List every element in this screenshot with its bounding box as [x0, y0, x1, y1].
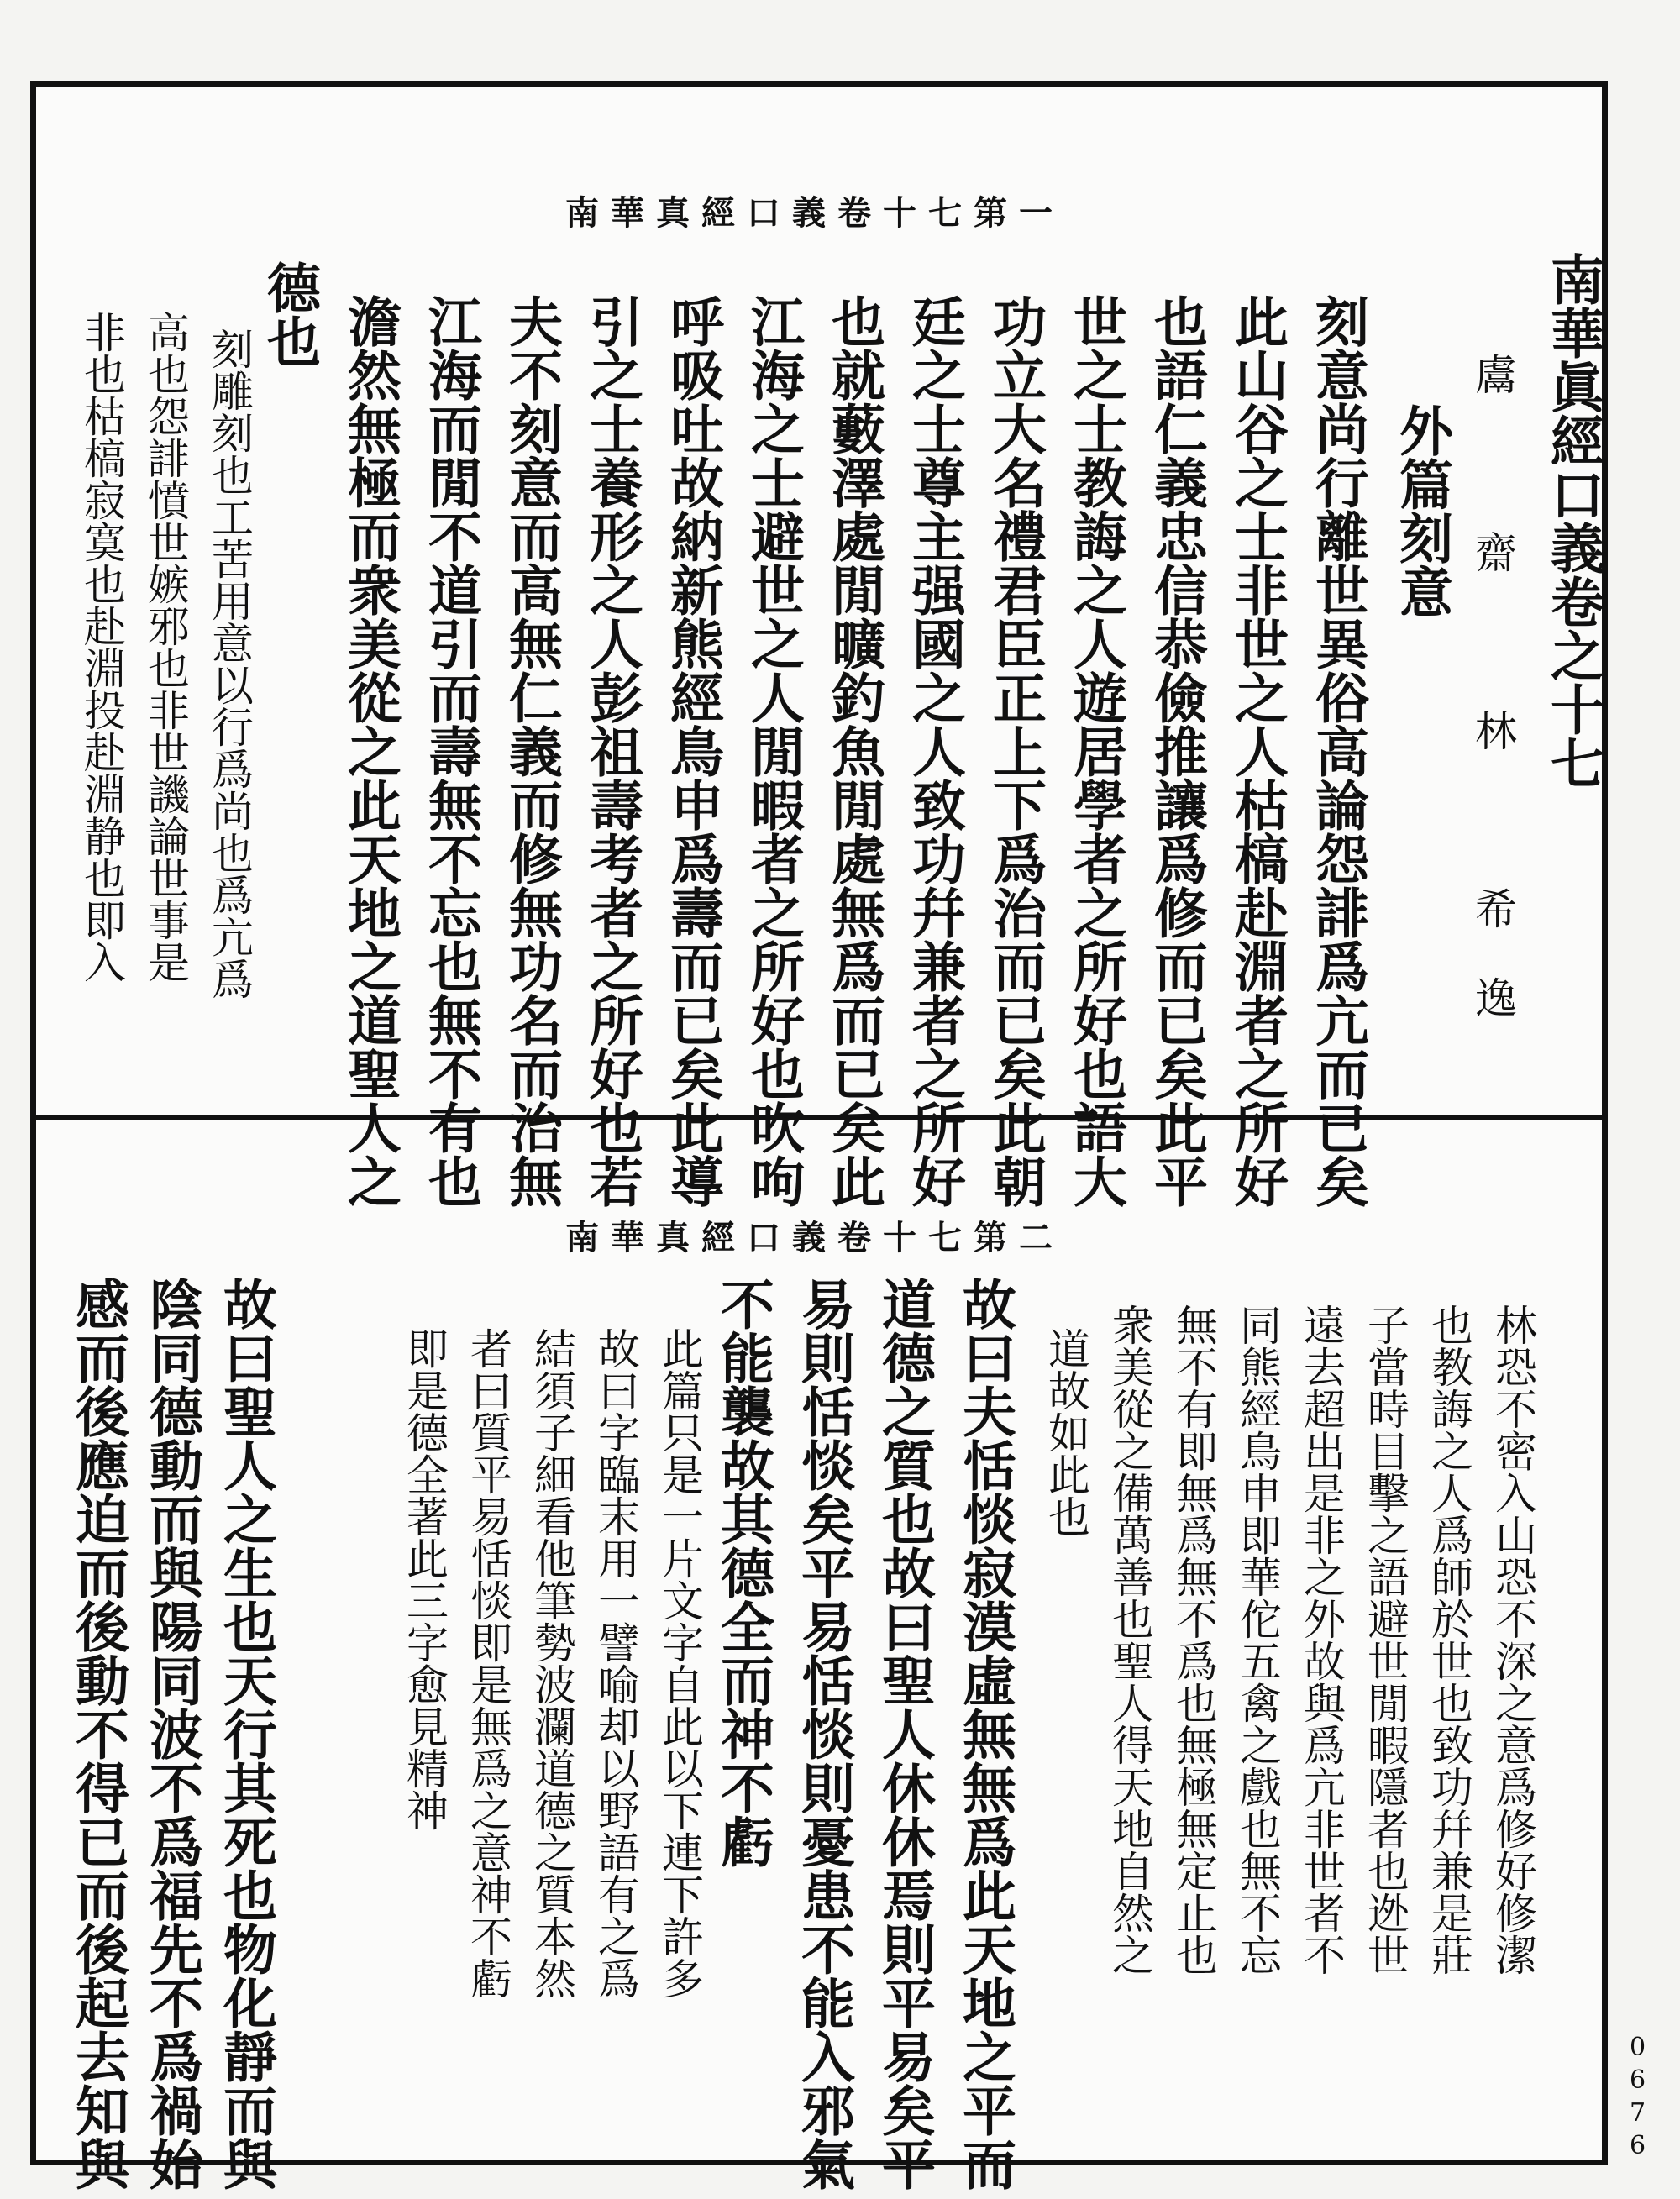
text-column-p1-11: 夫不刻意而高無仁義而修無功名而治無: [500, 294, 563, 1208]
page-header-2: 南華真經口義卷十七第二: [565, 1218, 1064, 1257]
commentary-column-p2-3: 子當時目擊之語避世閒暇隱者也迯世: [1361, 1304, 1410, 1976]
commentary-column-p2-1: 林恐不密入山恐不深之意爲修好修潔: [1488, 1304, 1537, 1976]
text-column-p2-2: 道德之質也故曰聖人休休焉則平易矣平: [873, 1277, 936, 2191]
commentary-column-p2-4: 遠去超出是非之外故與爲亢非世者不: [1297, 1304, 1346, 1976]
text-column-p1-9: 呼吸吐故納新熊經鳥申爲壽而已矣此導: [661, 294, 724, 1208]
text-column-p1-13: 澹然無極而衆美從之此天地之道聖人之: [339, 294, 402, 1208]
text-column-p1-12: 江海而閒不道引而壽無不忘也無不有也: [419, 294, 482, 1208]
text-column-p1-3: 也語仁義忠信恭儉推讓爲修而已矣此平: [1145, 294, 1208, 1208]
commentary-column-p1-1: 刻雕刻也工苦用意以行爲尚也爲亢爲: [205, 328, 254, 1000]
text-column-p2-4: 不能襲故其德全而神不虧: [711, 1277, 774, 1868]
text-column-p1-4: 世之士教誨之人遊居學者之所好也語大: [1064, 294, 1127, 1208]
author-column: 鬳 齋 林 希逸: [1468, 353, 1517, 1065]
text-column-p1-8: 江海之士避世之人閒暇者之所好也吹呴: [742, 294, 805, 1208]
commentary-column-p1-2: 高也怨誹憤世嫉邪也非世譏論世事是: [141, 311, 190, 983]
page-header-1: 南華真經口義卷十七第一: [565, 193, 1064, 233]
commentary-column-p2-7: 衆美從之備萬善也聖人得天地自然之: [1105, 1304, 1154, 1976]
commentary-column-p2-2: 也教誨之人爲師於世也致功幷兼是莊: [1425, 1304, 1473, 1976]
commentary-column-p2-12: 者曰質平易恬惔即是無爲之意神不虧: [464, 1327, 512, 1999]
commentary-column-p1-3: 非也枯槁寂寞也赴淵投赴淵静也即入: [77, 311, 126, 983]
text-column-p2-6: 陰同德動而與陽同波不爲福先不爲禍始: [140, 1277, 203, 2191]
text-column-p1-6: 廷之士尊主强國之人致功幷兼者之所好: [903, 294, 966, 1208]
commentary-column-p2-13: 即是德全著此三字愈見精神: [400, 1327, 449, 1831]
page-number: 0676: [1623, 2033, 1652, 2164]
commentary-column-p2-6: 無不有即無爲無不爲也無極無定止也: [1169, 1304, 1218, 1976]
text-column-p1-7: 也就藪澤處閒曠釣魚閒處無爲而已矣此: [822, 294, 885, 1208]
text-column-p1-1: 刻意尚行離世異俗高論怨誹爲亢而已矣: [1306, 294, 1369, 1208]
text-column-p1-10: 引之士養形之人彭祖壽考者之所好也若: [580, 294, 643, 1208]
title-column: 南華眞經口義卷之十七: [1541, 252, 1604, 790]
commentary-column-p2-8: 道故如此也: [1042, 1327, 1090, 1537]
commentary-column-p2-5: 同熊經鳥申即華佗五禽之戲也無不忘: [1233, 1304, 1282, 1976]
text-column-p1-2: 此山谷之士非世之人枯槁赴淵者之所好: [1226, 294, 1289, 1208]
page-divider: [30, 1115, 1608, 1120]
text-column-p1-14: 德也: [258, 260, 321, 368]
commentary-column-p2-9: 此篇只是一片文字自此以下連下許多: [655, 1327, 704, 1999]
text-column-p1-5: 功立大名禮君臣正上下爲治而已矣此朝: [984, 294, 1047, 1208]
text-column-p2-7: 感而後應迫而後動不得已而後起去知與: [66, 1277, 129, 2191]
text-column-p2-1: 故曰夫恬惔寂漠虛無無爲此天地之平而: [953, 1277, 1016, 2191]
text-column-p2-3: 易則恬惔矣平易恬惔則憂患不能入邪氣: [792, 1277, 855, 2191]
chapter-title: 外篇刻意: [1390, 403, 1453, 618]
commentary-column-p2-11: 結須子細看他筆勢波瀾道德之質本然: [528, 1327, 576, 1999]
commentary-column-p2-10: 故曰字臨末用一譬喻却以野語有之爲: [591, 1327, 640, 1999]
text-column-p2-5: 故曰聖人之生也天行其死也物化靜而與: [214, 1277, 277, 2191]
